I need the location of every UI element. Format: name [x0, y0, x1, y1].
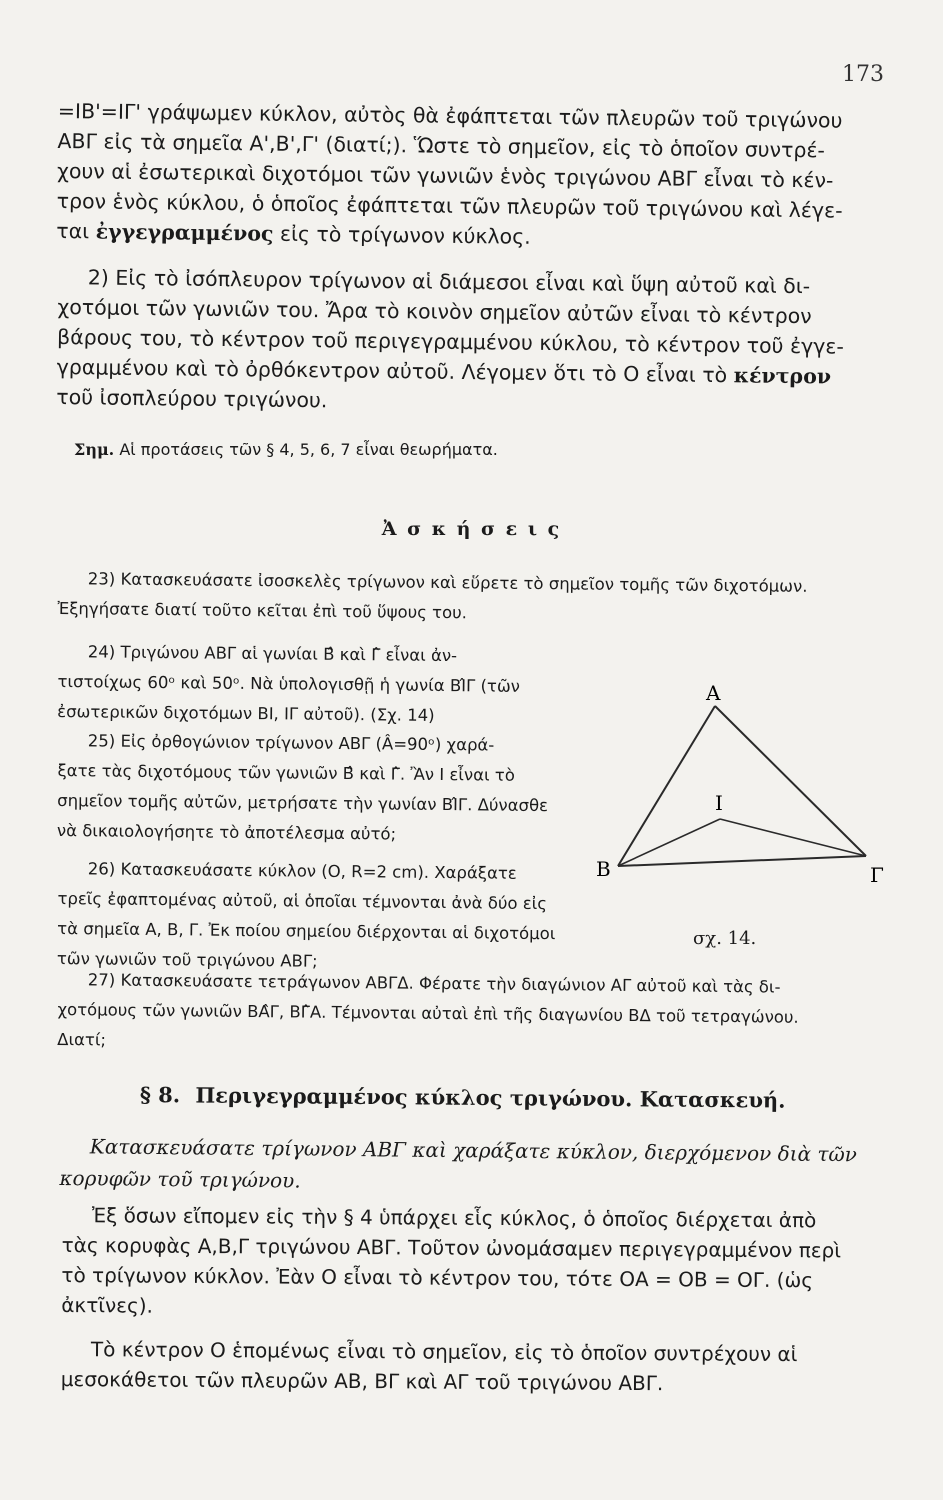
- section-number: § 8.: [139, 1082, 181, 1108]
- text-line: Διατί;: [57, 1029, 107, 1050]
- figure-caption: σχ. 14.: [693, 928, 757, 949]
- text-line: 24) Τριγώνου ΑΒΓ αἱ γωνίαι Β̂ καὶ Γ̂ εἶναι ἀν-: [87, 642, 458, 666]
- bisector-gi: [720, 819, 866, 856]
- text-line: ξατε τὰς διχοτόμους τῶν γωνιῶν Β̂ καὶ Γ̂. Ἂν Ι εἶναι τὸ: [57, 760, 515, 785]
- text-line: μεσοκάθετοι τῶν πλευρῶν ΑΒ, ΒΓ καὶ ΑΓ τοῦ τριγώνου ΑΒΓ.: [60, 1366, 664, 1396]
- exercise-23: [57, 565, 898, 634]
- label-i: Ι: [715, 791, 723, 815]
- side-bg: [618, 856, 866, 866]
- text-line: 23) Κατασκευάσατε ἰσοσκελὲς τρίγωνον καὶ εὕρετε τὸ σημεῖον τομῆς τῶν διχοτόμων.: [87, 569, 808, 596]
- exercise-25: [57, 727, 658, 853]
- text-line: γραμμένου καὶ τὸ ὀρθόκεντρον αὐτοῦ. Λέγομεν ὅτι τὸ Ο εἶναι τὸ κέντρον: [56, 354, 832, 389]
- text-line: ἀκτῖνες).: [61, 1292, 154, 1318]
- note-text: Αἱ προτάσεις τῶν § 4, 5, 6, 7 εἶναι θεωρήματα.: [119, 440, 498, 459]
- text-line: ΑΒΓ εἰς τὰ σημεῖα Α',Β',Γ' (διατί;). Ὥστε τὸ σημεῖον, εἰς τὸ ὁποῖον συντρέ-: [57, 128, 826, 163]
- exercise-26: [57, 855, 658, 981]
- text-line: τιστοίχως 60ᵒ καὶ 50ᵒ. Νὰ ὑπολογισθῇ ἡ γωνία ΒΙ̂Γ (τῶν: [57, 671, 521, 696]
- text-line: νὰ δικαιολογήσητε τὸ ἀποτέλεσμα αὐτό;: [56, 820, 397, 844]
- label-g: Γ: [870, 863, 884, 887]
- exercise-24: [57, 638, 658, 734]
- text-line: 2) Εἰς τὸ ἰσόπλευρον τρίγωνον αἱ διάμεσοι εἶναι καὶ ὕψη αὐτοῦ καὶ δι-: [87, 265, 811, 299]
- text-line: τοῦ ἰσοπλεύρου τριγώνου.: [56, 384, 328, 413]
- section-heading: [140, 1082, 786, 1113]
- text-line: τρον ἑνὸς κύκλου, ὁ ὁποῖος ἐφάπτεται τῶν πλευρῶν τοῦ τριγώνου καὶ λέγε-: [56, 188, 843, 223]
- text-line: χουν αἱ ἐσωτερικαὶ διχοτόμοι τῶν γωνιῶν ἑνὸς τριγώνου ΑΒΓ εἶναι τὸ κέν-: [56, 158, 834, 193]
- exercises-heading: Ἀ σ κ ή σ ε ι ς: [381, 518, 562, 540]
- text-line: Τὸ κέντρον Ο ἑπομένως εἶναι τὸ σημεῖον, εἰς τὸ ὁποῖον συντρέχουν αἱ: [90, 1337, 798, 1367]
- section-title: Περιγεγραμμένος κύκλος τριγώνου. Κατασκευή.: [195, 1082, 786, 1113]
- bold-term: κέντρον: [733, 363, 832, 389]
- point-2-paragraph: [56, 262, 898, 422]
- construction-task: [59, 1130, 890, 1203]
- text-line: Κατασκευάσατε τρίγωνον ΑΒΓ καὶ χαράξατε κύκλον, διερχόμενον διὰ τῶν: [89, 1134, 858, 1167]
- text-line: τὸ τρίγωνον κύκλον. Ἐὰν Ο εἶναι τὸ κέντρον του, τότε ΟΑ = ΟΒ = ΟΓ. (ὡς: [61, 1262, 814, 1293]
- text-line: ται ἐγγεγραμμένος εἰς τὸ τρίγωνον κύκλος.: [56, 218, 531, 249]
- text-line: τὰ σημεῖα Α, Β, Γ. Ἐκ ποίου σημείου διέρχονται αἱ διχοτόμοι: [57, 918, 556, 944]
- text-line: τὰς κορυφὰς Α,Β,Γ τριγώνου ΑΒΓ. Τοῦτον ὠνομάσαμεν περιγεγραμμένον περὶ: [61, 1232, 842, 1263]
- exercise-27: [57, 966, 898, 1065]
- text-line: τῶν γωνιῶν τοῦ τριγώνου ΑΒΓ;: [56, 948, 318, 971]
- text-line: 25) Εἰς ὀρθογώνιον τρίγωνον ΑΒΓ (Â=90ᵒ) χαρά-: [87, 731, 495, 755]
- side-ab: [618, 706, 715, 866]
- text-line: τρεῖς ἐφαπτομένας αὐτοῦ, αἱ ὁποῖαι τέμνονται ἀνὰ δύο εἰς: [57, 888, 548, 914]
- explanation: [61, 1200, 892, 1400]
- text-line: 26) Κατασκευάσατε κύκλον (Ο, R=2 cm). Χαράξατε: [87, 859, 517, 883]
- text-line: βάρους του, τὸ κέντρον τοῦ περιγεγραμμένου κύκλου, τὸ κέντρον τοῦ ἐγγε-: [56, 324, 844, 359]
- note-label: Σημ.: [74, 440, 115, 459]
- figure-14-triangle: [596, 680, 896, 940]
- side-ag: [715, 706, 866, 856]
- text-line: Ἐξ ὅσων εἴπομεν εἰς τὴν § 4 ὑπάρχει εἷς κύκλος, ὁ ὁποῖος διέρχεται ἀπὸ: [91, 1203, 817, 1233]
- intro-paragraph: [56, 96, 898, 256]
- text-line: ἐσωτερικῶν διχοτόμων ΒΙ, ΙΓ αὐτοῦ). (Σχ. 14): [57, 701, 435, 725]
- page-number: 173: [842, 62, 884, 87]
- label-a: Α: [706, 681, 721, 705]
- text-line: χοτόμους τῶν γωνιῶν ΒΑ̂Γ, ΒΓ̂Α. Τέμνονται αὐταὶ ἐπὶ τῆς διαγωνίου ΒΔ τοῦ τετραγώνου.: [57, 999, 799, 1027]
- bold-term: ἐγγεγραμμένος: [95, 219, 274, 246]
- note: [74, 440, 498, 459]
- text-line: 27) Κατασκευάσατε τετράγωνον ΑΒΓΔ. Φέρατε τὴν διαγώνιον ΑΓ αὐτοῦ καὶ τὰς δι-: [87, 970, 781, 997]
- text-line: κορυφῶν τοῦ τριγώνου.: [59, 1165, 301, 1193]
- text-line: χοτόμοι τῶν γωνιῶν του. Ἄρα τὸ κοινὸν σημεῖον αὐτῶν εἶναι τὸ κέντρον: [57, 294, 812, 329]
- text-line: Ἐξηγήσατε διατί τοῦτο κεῖται ἐπὶ τοῦ ὕψους του.: [57, 598, 468, 623]
- label-b: Β: [596, 857, 611, 881]
- text-line: σημεῖον τομῆς αὐτῶν, μετρήσατε τὴν γωνίαν ΒΙ̂Γ. Δύνασθε: [57, 790, 549, 816]
- text-line: =ΙΒ'=ΙΓ' γράψωμεν κύκλον, αὐτὸς θὰ ἐφάπτεται τῶν πλευρῶν τοῦ τριγώνου: [57, 98, 843, 133]
